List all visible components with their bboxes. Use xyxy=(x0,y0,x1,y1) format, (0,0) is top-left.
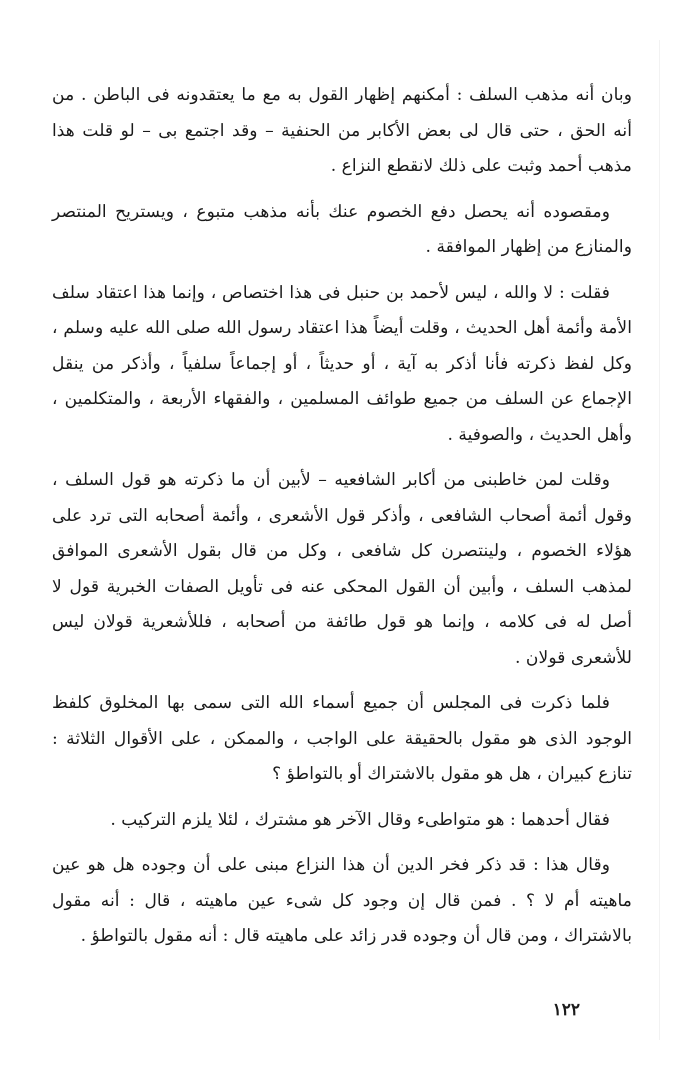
paragraph-4: وقلت لمن خاطبنى من أكابر الشافعيه – لأبين أن ما ذكرته هو قول السلف ، وقول أئمة أصحاب الشافعى ، وأذكر قول الأشعرى ، وأئمة أصحابه التى ترد على هؤلاء الخصوم ، ولينتصرن كل شافعى ، وكل من قال بقول الأشعرى الموافق لمذهب السلف ، وأبين أن القول المحكى عنه فى تأويل الصفات الخبرية قول لا أصل له فى كلامه ، وإنما هو قول طائفة من أصحابه ، فللأشعرية قولان ليس للأشعرى قولان . xyxy=(52,470,632,668)
page-edge-shadow xyxy=(659,40,660,1040)
paragraph-7: وقال هذا : قد ذكر فخر الدين أن هذا النزاع مبنى على أن وجوده هل هو عين ماهيته أم لا ؟ . فمن قال إن وجود كل شىء عين ماهيته ، قال : أنه مقول بالاشتراك ، ومن قال أن وجوده قدر زائد على ماهيته قال : أنه مقول بالتواطؤ . xyxy=(52,855,632,946)
paragraph-1: وبان أنه مذهب السلف : أمكنهم إظهار القول به مع ما يعتقدونه فى الباطن . من أنه الحق ، حتى قال لى بعض الأكابر من الحنفية – وقد اجتمع بى – لو قلت هذا مذهب أحمد وثبت على ذلك لانقطع النزاع . xyxy=(52,85,632,176)
paragraph-5: فلما ذكرت فى المجلس أن جميع أسماء الله التى سمى بها المخلوق كلفظ الوجود الذى هو مقول بالحقيقة على الواجب ، والممكن ، على الأقوال الثلاثة : تنازع كبيران ، هل هو مقول بالاشتراك أو بالتواطؤ ؟ xyxy=(52,693,632,784)
document-page xyxy=(52,78,632,965)
paragraph-3: فقلت : لا والله ، ليس لأحمد بن حنبل فى هذا اختصاص ، وإنما هذا اعتقاد سلف الأمة وأئمة أهل الحديث ، وقلت أيضاً هذا اعتقاد رسول الله صلى الله عليه وسلم ، وكل لفظ ذكرته فأنا أذكر به آية ، أو حديثاً ، أو إجماعاً سلفياً ، وأذكر من ينقل الإجماع عن السلف من جميع طوائف المسلمين ، والفقهاء الأربعة ، والمتكلمين ، وأهل الحديث ، والصوفية . xyxy=(52,282,632,445)
page-number: ١٢٢ xyxy=(552,1000,580,1020)
paragraph-2: ومقصوده أنه يحصل دفع الخصوم عنك بأنه مذهب متبوع ، ويستريح المنتصر والمنازع من إظهار الموافقة . xyxy=(52,201,632,257)
paragraph-6: فقال أحدهما : هو متواطىء وقال الآخر هو مشترك ، لئلا يلزم التركيب . xyxy=(110,809,610,830)
